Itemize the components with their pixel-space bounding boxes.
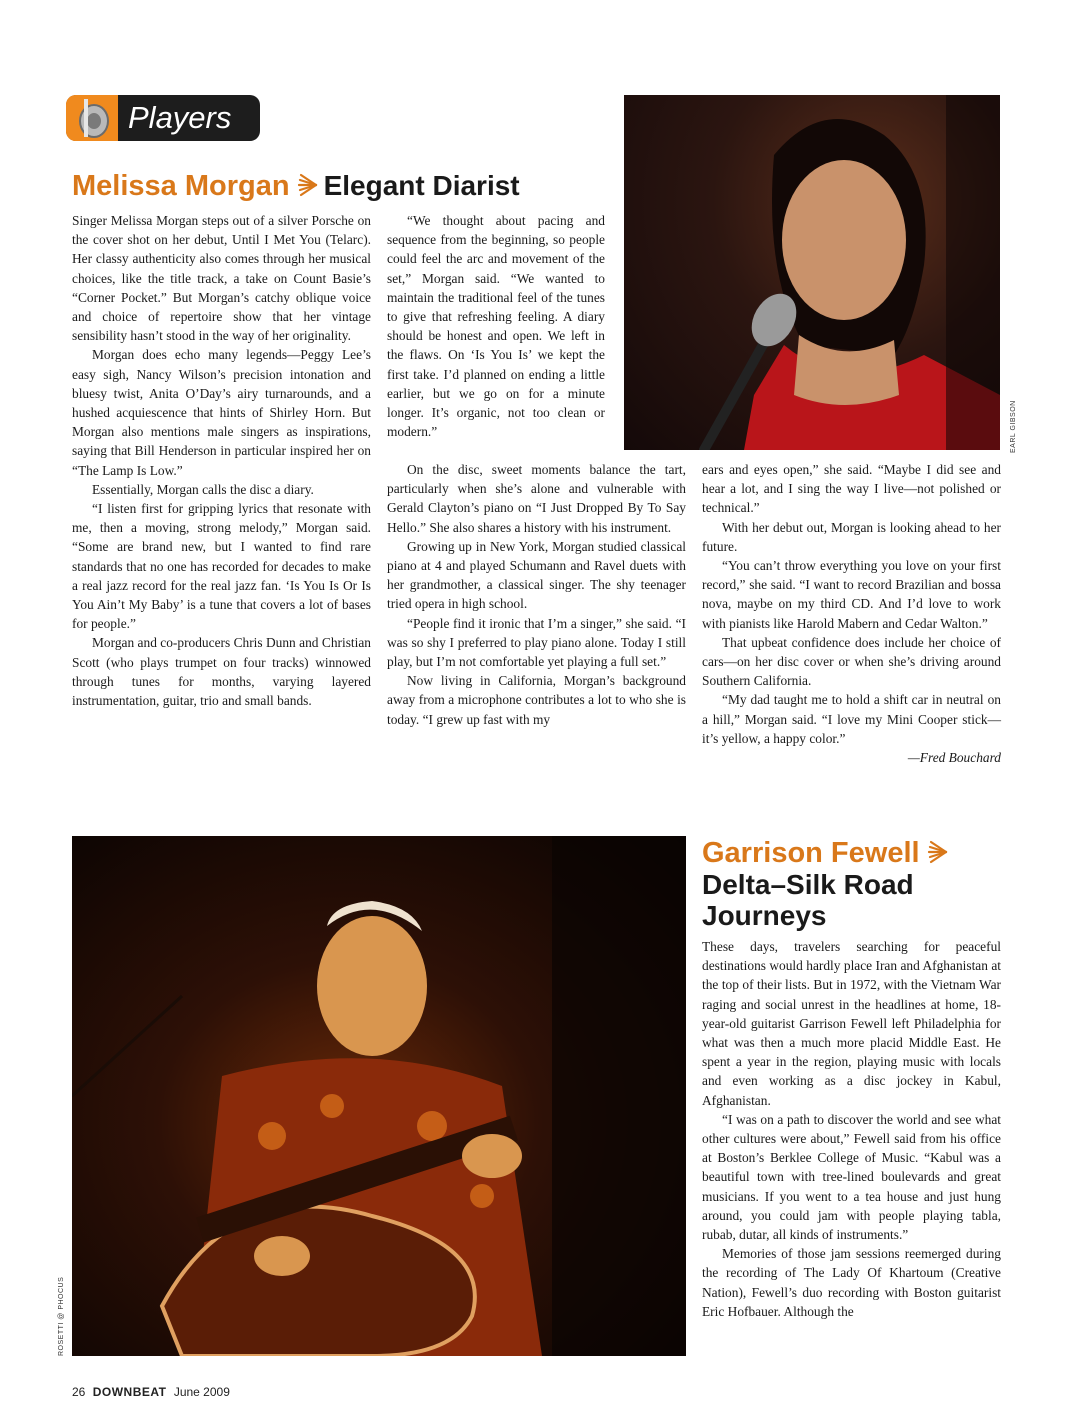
article-name: Garrison Fewell	[702, 837, 920, 869]
issue-date: June 2009	[173, 1385, 230, 1399]
article-subtitle: Delta–Silk Road Journeys	[702, 869, 914, 931]
article-column-2-bottom	[387, 460, 686, 729]
page-footer	[72, 1385, 230, 1399]
photo-melissa-morgan	[624, 95, 1000, 450]
guitar-icon	[66, 95, 118, 141]
paragraph: Singer Melissa Morgan steps out of a silver Porsche on the cover shot on her debut, Until I Met You (Telarc). Her classy authenticity also comes through her musical choices, like the title track, a take on Count Basie’s “Corner Pocket.” But Morgan’s catchy oblique voice and choice of repertoire show that her vintage sensibility hasn’t stood in the way of her originality.	[72, 213, 371, 344]
paragraph: Morgan does echo many legends—Peggy Lee’s easy sigh, Nancy Wilson’s precision intonation and bluesy twist, Anita O’Day’s airy turnarounds, and a hushed acquiescence that hints of Shirley Horn. But Morgan also mentions male singers as inspirations, saying that Bill Henderson in particular inspired her on “The Lamp Is Low.”	[72, 347, 371, 478]
paragraph: With her debut out, Morgan is looking ahead to her future.	[702, 519, 1001, 554]
paragraph: Essentially, Morgan calls the disc a diary.	[92, 481, 314, 497]
article-heading	[702, 837, 948, 870]
section-tab	[66, 95, 260, 141]
paragraph: Morgan and co-producers Chris Dunn and Christian Scott (who plays trumpet on four tracks) winnowed through tunes for months, varying layered instrumentation, guitar, trio and small bands.	[72, 635, 371, 709]
sunburst-icon	[296, 173, 318, 197]
article-column	[702, 937, 1001, 1321]
article-name: Melissa Morgan	[72, 170, 290, 202]
photo-credit: ROSETTI @ PHOCUS	[58, 1276, 65, 1356]
article-column-2-top	[387, 211, 605, 441]
paragraph: That upbeat confidence does include her choice of cars—on her disc cover or when she’s driving around Southern California.	[702, 634, 1001, 689]
paragraph: Now living in California, Morgan’s background away from a microphone contributes a lot to who she is today. “I grew up fast with my	[387, 673, 686, 727]
page-number: 26	[72, 1385, 86, 1399]
article-heading	[72, 170, 520, 203]
paragraph: Growing up in New York, Morgan studied classical piano at 4 and played Schumann and Ravel duets with her grandmother, a classical singer. The shy teenager tried opera in high school.	[387, 538, 686, 612]
byline: —Fred Bouchard	[907, 750, 1001, 766]
article-column-1	[72, 211, 371, 710]
article-column-3	[702, 460, 1001, 767]
paragraph: “I was on a path to discover the world and see what other cultures were about,” Fewell said from his office at Boston’s Berklee College of Music. “Kabul was a beautiful town with tree-lined boulevards and great musicians. If you went to a tea house and just hung around, you could jam with people playing tabla, rubab, dutar, all kinds of instruments.”	[702, 1111, 1001, 1243]
paragraph: ears and eyes open,” she said. “Maybe I did see and hear a lot, and I sing the way I live—not polished or technical.”	[702, 462, 1001, 516]
paragraph: “We thought about pacing and sequence from the beginning, so people could feel the arc and movement of the set,” Morgan said. “We wanted to maintain the traditional feel of the tunes to give that refreshing feeling. A diary should be honest and open. We left in the flaws. On ‘Is You Is’ we kept the first take. I’d planned on ending a little earlier, but we go on for a minute longer. It’s organic, not too clean or modern.”	[387, 213, 605, 440]
paragraph: “People find it ironic that I’m a singer,” she said. “I was so shy I preferred to play piano alone. Today I still play, but I’m not comfortable yet playing a full set.”	[387, 615, 686, 670]
paragraph: “My dad taught me to hold a shift car in neutral on a hill,” Morgan said. “I love my Mini Cooper stick—it’s yellow, a happy color.”	[702, 692, 1001, 746]
paragraph: These days, travelers searching for peaceful destinations would hardly place Iran and Afghanistan at the top of their lists. But in 1972, with the Vietnam War raging and social unrest in the headlines at home, 18-year-old guitarist Garrison Fewell left Philadelphia for what was then a much more placid Middle East. He spent a year in the region, playing music with locals and even working as a disc jockey in Kabul, Afghanistan.	[702, 939, 1001, 1108]
sunburst-icon	[926, 840, 948, 864]
paragraph: “I listen first for gripping lyrics that resonate with me, then a moving, strong melody,” Morgan said. “Some are brand new, but I wanted to find rare standards that no one has recorded for decades to make a real jazz record for the real jazz fan. ‘Is You Is Or Is You Ain’t My Baby’ is a tune that covers a lot of bases for people.”	[72, 501, 371, 632]
paragraph: Memories of those jam sessions reemerged during the recording of The Lady Of Khartoum (Creative Nation), Fewell’s duo recording with Boston guitarist Eric Hofbauer. Although the	[702, 1246, 1001, 1319]
article-subtitle: Elegant Diarist	[323, 170, 520, 201]
section-label: Players	[128, 100, 232, 135]
photo-garrison-fewell	[72, 836, 686, 1356]
photo-credit: EARL GIBSON	[1010, 400, 1017, 453]
paragraph: On the disc, sweet moments balance the tart, particularly when she’s alone and vulnerable with Gerald Clayton’s piano on “I Just Dropped By To Say Hello.” She also shares a history with his instrument.	[387, 462, 686, 535]
paragraph: “You can’t throw everything you love on your first record,” she said. “I want to record Brazilian and bossa nova, maybe on my third CD. And I’d love to work with pianists like Harold Mabern and Cedar Walton.”	[702, 558, 1001, 631]
magazine-name: DOWNBEAT	[92, 1385, 167, 1399]
